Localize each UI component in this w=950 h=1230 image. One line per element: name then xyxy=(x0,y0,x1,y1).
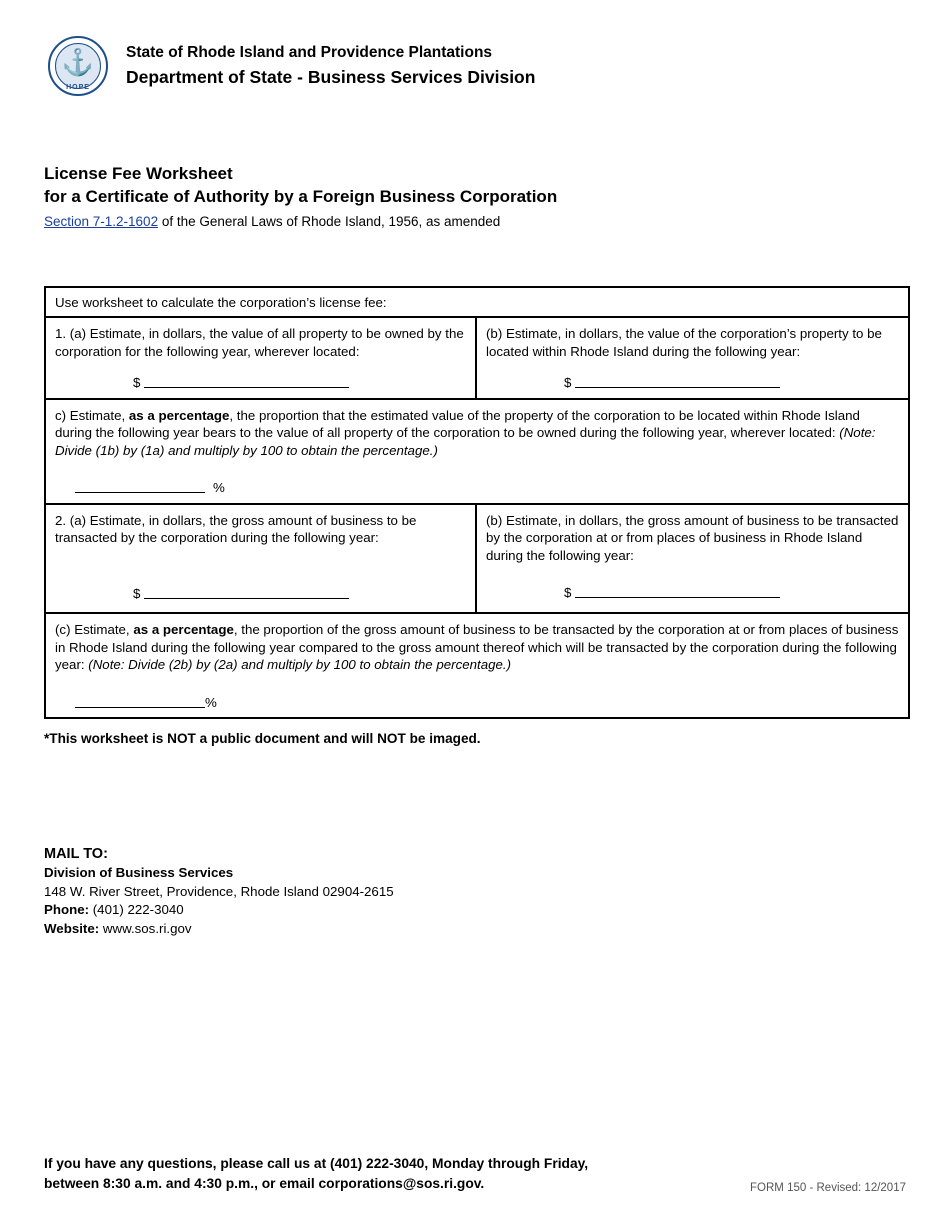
cell-1c-bold: as a percentage xyxy=(128,407,230,423)
header-text xyxy=(126,43,535,89)
worksheet-row-2c xyxy=(46,614,908,717)
seal-motto: HOPE xyxy=(66,84,90,91)
cell-2c-entry xyxy=(55,694,899,712)
cell-1b xyxy=(477,318,908,398)
cell-2b-text: (b) Estimate, in dollars, the gross amount of business to be transacted by the corporation at or from places of business in Rhode Island during the following year: xyxy=(486,512,899,563)
cell-1a xyxy=(46,318,477,398)
cell-1c-body: , the proportion that the estimated value of the property of the corporation to be located within Rhode Island during the following year bears to the value of all property of the corporation to be owned during the following year, wherever located: xyxy=(55,407,860,440)
cell-1c-entry xyxy=(55,479,899,497)
worksheet-row-1ab xyxy=(46,318,908,400)
anchor-icon: ⚓ xyxy=(61,47,95,77)
worksheet-row-2ab xyxy=(46,505,908,615)
worksheet-row-1c xyxy=(46,400,908,505)
worksheet-instruction: Use worksheet to calculate the corporation’s license fee: xyxy=(55,295,387,310)
mailto-heading: MAIL TO: xyxy=(44,846,108,862)
mailto-address: 148 W. River Street, Providence, Rhode Island 02904-2615 xyxy=(44,883,394,899)
cell-2c-text xyxy=(55,621,899,674)
law-reference-rest: of the General Laws of Rhode Island, 1956, as amended xyxy=(158,214,501,229)
worksheet-table xyxy=(44,286,910,719)
cell-2c-note: (Note: Divide (2b) by (2a) and multiply by 100 to obtain the percentage.) xyxy=(88,657,512,672)
law-link[interactable]: Section 7-1.2-1602 xyxy=(44,214,159,229)
cell-1b-currency: $ xyxy=(564,375,572,390)
page-title: License Fee Worksheet xyxy=(44,164,233,183)
mailto-block xyxy=(44,844,906,938)
cell-2a-entry xyxy=(55,585,466,603)
cell-2c xyxy=(46,614,908,717)
form-id: FORM 150 - Revised: 12/2017 xyxy=(750,1182,906,1194)
cell-2a-currency: $ xyxy=(133,585,141,601)
state-seal-icon xyxy=(48,36,108,96)
cell-1c-text xyxy=(55,407,899,460)
cell-1c xyxy=(46,400,908,503)
cell-2c-input[interactable] xyxy=(75,707,205,708)
cell-1a-input[interactable] xyxy=(144,387,349,388)
worksheet-instruction-row xyxy=(46,288,908,318)
cell-1c-percent: % xyxy=(213,480,225,495)
mailto-website xyxy=(44,920,906,939)
law-reference xyxy=(44,213,906,231)
mailto-website-value: www.sos.ri.gov xyxy=(99,920,192,936)
footer-questions-line2: between 8:30 a.m. and 4:30 p.m., or email corporations@sos.ri.gov. xyxy=(44,1176,485,1191)
cell-2a-input[interactable] xyxy=(144,598,349,599)
cell-2c-percent: % xyxy=(205,694,217,710)
privacy-notice: *This worksheet is NOT a public document and will NOT be imaged. xyxy=(44,731,481,746)
mailto-phone-label: Phone: xyxy=(44,902,90,917)
department-name: Department of State - Business Services Division xyxy=(126,67,536,87)
cell-2a-text: 2. (a) Estimate, in dollars, the gross amount of business to be transacted by the corporation during the following year: xyxy=(55,512,417,545)
mailto-phone-value: (401) 222-3040 xyxy=(89,902,184,917)
document-header xyxy=(44,0,906,96)
mailto-phone xyxy=(44,901,906,920)
mailto-division: Division of Business Services xyxy=(44,865,234,880)
cell-2c-body: , the proportion of the gross amount of business to be transacted by the corporation at or from places of business in Rhode Island during the following year compared to the gross amount thereof which will be transacted by the corporation during the following year: xyxy=(55,622,899,672)
cell-1a-currency: $ xyxy=(133,375,141,390)
cell-2b-entry xyxy=(486,584,899,602)
cell-1b-text: (b) Estimate, in dollars, the value of the corporation’s property to be located within Rhode Island during the following year: xyxy=(486,326,882,359)
cell-2b-input[interactable] xyxy=(575,597,780,598)
title-block xyxy=(44,162,906,231)
cell-1c-input[interactable] xyxy=(75,492,205,493)
document-footer xyxy=(44,1154,906,1194)
cell-1c-note: (Note: Divide (1b) by (1a) and multiply by 100 to obtain the percentage.) xyxy=(55,425,876,458)
page-subtitle: for a Certificate of Authority by a Foreign Business Corporation xyxy=(44,187,558,206)
cell-2b-currency: $ xyxy=(564,585,572,600)
cell-2c-lead: (c) Estimate, xyxy=(55,622,134,637)
cell-2b xyxy=(477,505,908,613)
cell-1b-entry xyxy=(486,374,899,392)
cell-1a-entry xyxy=(55,374,466,392)
footer-questions-line1: If you have any questions, please call us at (401) 222-3040, Monday through Friday, xyxy=(44,1156,589,1171)
cell-1b-input[interactable] xyxy=(575,387,780,388)
state-name: State of Rhode Island and Providence Plantations xyxy=(126,44,493,61)
cell-2c-bold: as a percentage xyxy=(133,622,234,637)
cell-1a-text: 1. (a) Estimate, in dollars, the value of all property to be owned by the corporation for the following year, wherever located: xyxy=(55,326,464,359)
cell-1c-lead: c) Estimate, xyxy=(55,407,129,423)
cell-2a xyxy=(46,505,477,613)
mailto-website-label: Website: xyxy=(44,920,100,936)
